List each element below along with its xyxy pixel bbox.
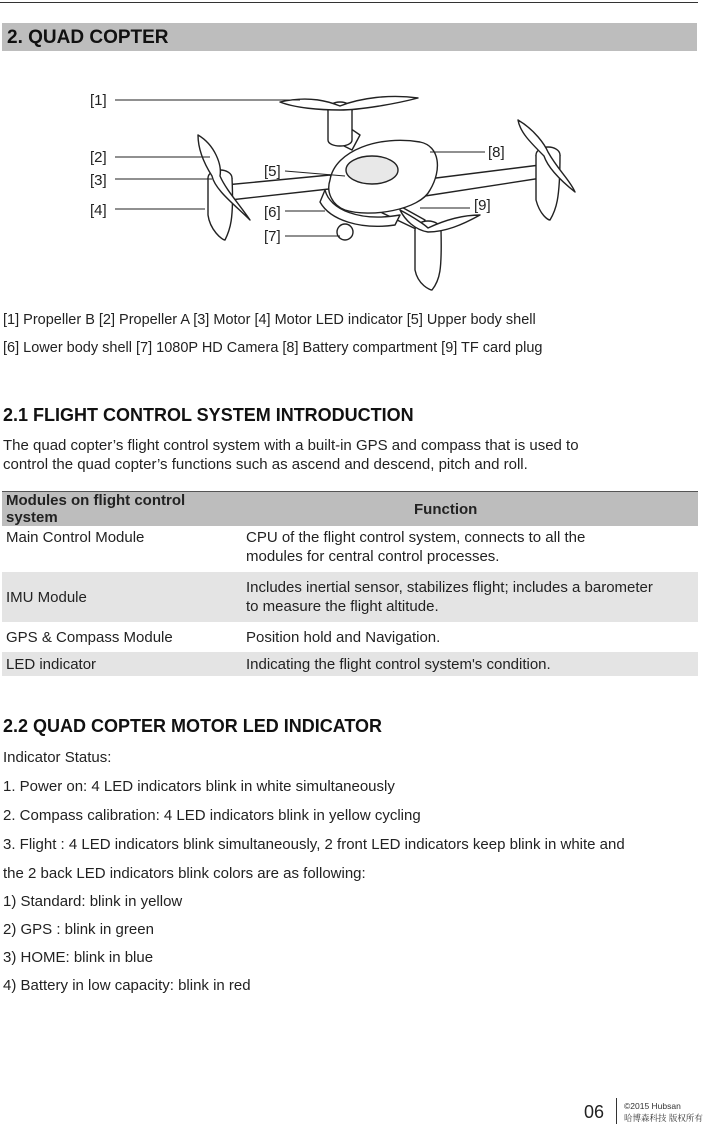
flight-control-intro-2: control the quad copter’s functions such as ascend and descend, pitch and roll. [3,456,528,473]
upper-body-shell [346,156,398,184]
propeller-rear [280,96,418,110]
motor-led-heading: 2.2 QUAD COPTER MOTOR LED INDICATOR [3,716,383,736]
module-cell: IMU Module [2,572,242,622]
callout-2: [2] [90,149,107,166]
list-item: 1. Power on: 4 LED indicators blink in white simultaneously [3,778,395,795]
rights-reserved: 哈博森科技 版权所有 [624,1113,703,1123]
footer-divider [616,1098,617,1124]
camera [337,224,353,240]
module-cell: Main Control Module [6,529,145,546]
indicator-status-label: Indicator Status: [3,749,112,766]
module-cell: GPS & Compass Module [6,628,173,646]
list-item: 3) HOME: blink in blue [3,949,154,966]
front-left-arm [225,175,338,200]
section-title: 2. QUAD COPTER [7,27,169,48]
table-header-row [2,492,698,527]
table-row [2,622,698,652]
module-cell: LED indicator [2,652,242,676]
callout-5: [5] [264,163,281,180]
function-cell: Includes inertial sensor, stabilizes flight; includes a barometer to measure the flight altitude. [242,572,698,622]
copyright: ©2015 Hubsan [624,1101,681,1111]
flight-control-intro-1: The quad copter’s flight control system with a built-in GPS and compass that is used to [3,437,579,454]
list-item: 3. Flight : 4 LED indicators blink simultaneously, 2 front LED indicators keep blink in white and [3,836,625,853]
callout-3: [3] [90,172,107,189]
legend-line-1: [1] Propeller B [2] Propeller A [3] Motor [4] Motor LED indicator [5] Upper body shell [3,312,536,328]
callout-4: [4] [90,202,107,219]
list-item: 2. Compass calibration: 4 LED indicators blink in yellow cycling [3,807,421,824]
header-function: Function [242,492,698,527]
list-item: 1) Standard: blink in yellow [3,893,183,910]
table-row [2,526,698,572]
page-number: 06 [584,1102,605,1122]
top-rule [0,2,698,3]
front-right-arm [420,165,548,196]
callout-7: [7] [264,228,281,245]
callout-8: [8] [488,144,505,161]
legend-line-2: [6] Lower body shell [7] 1080P HD Camera [8] Battery compartment [9] TF card plug [3,340,543,356]
table-row [2,572,698,622]
list-item: the 2 back LED indicators blink colors are as following: [3,865,366,882]
function-cell: Position hold and Navigation. [246,628,441,646]
flight-control-heading: 2.1 FLIGHT CONTROL SYSTEM INTRODUCTION [3,405,414,425]
modules-table [2,491,698,676]
callout-1: [1] [90,92,107,109]
header-module: Modules on flight control system [2,492,242,527]
function-cell: CPU of the flight control system, connects to all the modules for central control processes. [246,529,586,565]
list-item: 4) Battery in low capacity: blink in red [3,977,251,994]
callout-9: [9] [474,197,491,214]
table-row [2,652,698,676]
callout-6: [6] [264,204,281,221]
function-cell: Indicating the flight control system's condition. [242,652,698,676]
list-item: 2) GPS : blink in green [3,921,154,938]
section-header-bar [2,23,697,51]
